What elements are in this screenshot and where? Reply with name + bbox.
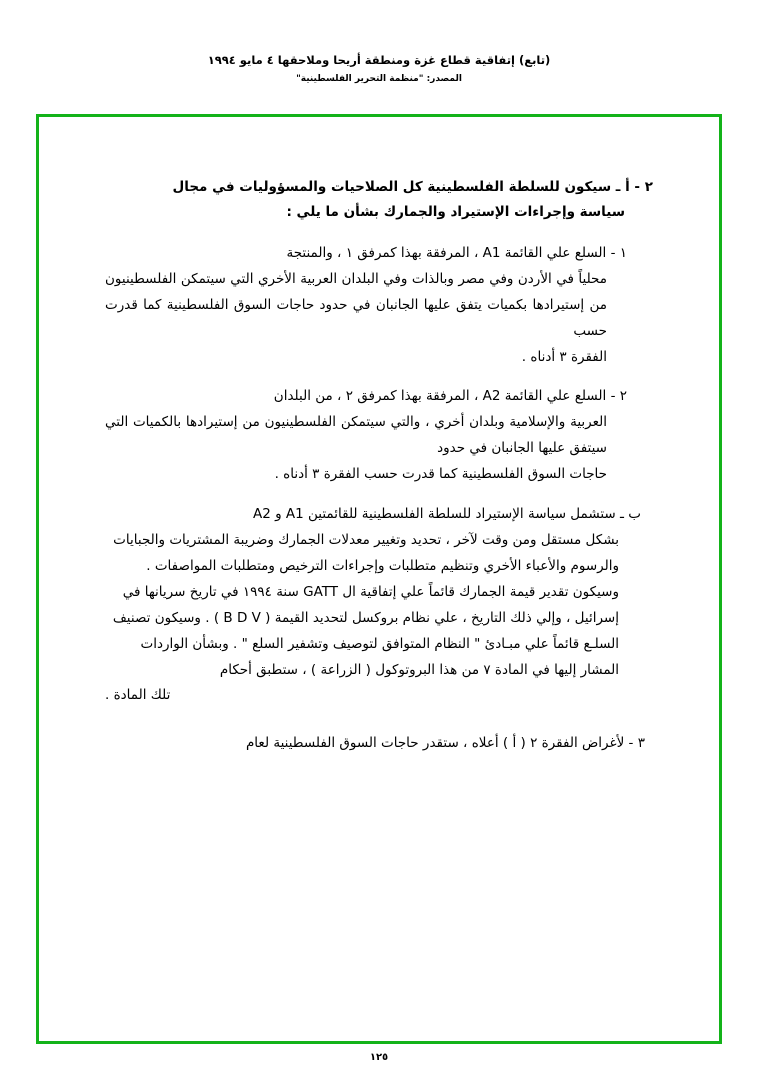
list-item-2-lead: ٢ - السلع علي القائمة A2 ، المرفقة بهذا كمرفق ٢ ، من البلدان	[273, 388, 627, 405]
list-item-2-body: العربية والإسلامية وبلدان أخري ، والتي سيتمكن الفلسطينيون من إستيرادها بالكميات التي سيتفق عليها الجانبان في حدود	[105, 414, 607, 457]
page-number: ١٢٥	[369, 1052, 389, 1063]
page-header	[0, 52, 758, 86]
list-item-2-tail: حاجات السوق الفلسطينية كما قدرت حسب الفقرة ٣ أدناه .	[274, 466, 607, 483]
header-source: المصدر: "منظمة التحرير الفلسطينية"	[296, 74, 462, 85]
clause-2-intro-line2: سياسة وإجراءات الإستيراد والجمارك بشأن ما يلي :	[286, 203, 625, 220]
list-item-1-tail: الفقرة ٣ أدناه .	[521, 348, 607, 365]
list-item-2	[105, 384, 653, 488]
list-item-1	[105, 241, 653, 371]
header-title: (تابع) إتفاقية قطاع غزة ومنطقة أريحا وملاحقها ٤ مايو ١٩٩٤	[207, 53, 551, 67]
clause-2-intro-line1: ٢ - أ ـ سيكون للسلطة الفلسطينية كل الصلاحيات والمسؤوليات في مجال	[172, 179, 653, 195]
clause-2-b-tail: تلك المادة .	[105, 687, 171, 704]
clause-2-intro	[105, 175, 653, 225]
content-frame	[36, 114, 722, 1044]
clause-2-b	[105, 502, 653, 709]
list-item-1-lead: ١ - السلع علي القائمة A1 ، المرفقة بهذا كمرفق ١ ، والمنتجة	[286, 244, 627, 261]
clause-2-b-lead: ب ـ ستشمل سياسة الإستيراد للسلطة الفلسطينية للقائمتين A1 و A2	[252, 506, 641, 523]
list-item-1-body: محلياً في الأردن وفي مصر وبالذات وفي البلدان العربية الأخري التي سيتمكن الفلسطينيون من إستيرادها بكميات يتفق عليها الجانبان في حدود حاجات السوق الفلسطينية كما قدرت حسب	[105, 270, 607, 339]
clause-3: ٣ - لأغراض الفقرة ٢ ( أ ) أعلاه ، ستقدر حاجات السوق الفلسطينية لعام	[245, 735, 645, 752]
document-content	[105, 175, 653, 757]
clause-2-b-body: بشكل مستقل ومن وقت لآخر ، تحديد وتغيير معدلات الجمارك وضريبة المشتريات والجبايات والرسوم والأعباء الأخري وتنظيم متطلبات وإجراءات الترخيص ومتطلبات المواصفات . وسيكون تقدير قيمة الجمارك قائماً علي إتفاقية ال GATT سنة ١٩٩٤ في تاريخ سريانها في إسرائيل ، وإلي ذلك التاريخ ، علي نظام بروكسل لتحديد القيمة ( B D V ) . وسيكون تصنيف السلـع قائماً علي مبـادئ " النظام المتوافق لتوصيف وتشفير السلع " . وبشأن الواردات المشار إليها في المادة ٧ من هذا البروتوكول ( الزراعة ) ، ستطبق أحكام	[112, 532, 619, 678]
